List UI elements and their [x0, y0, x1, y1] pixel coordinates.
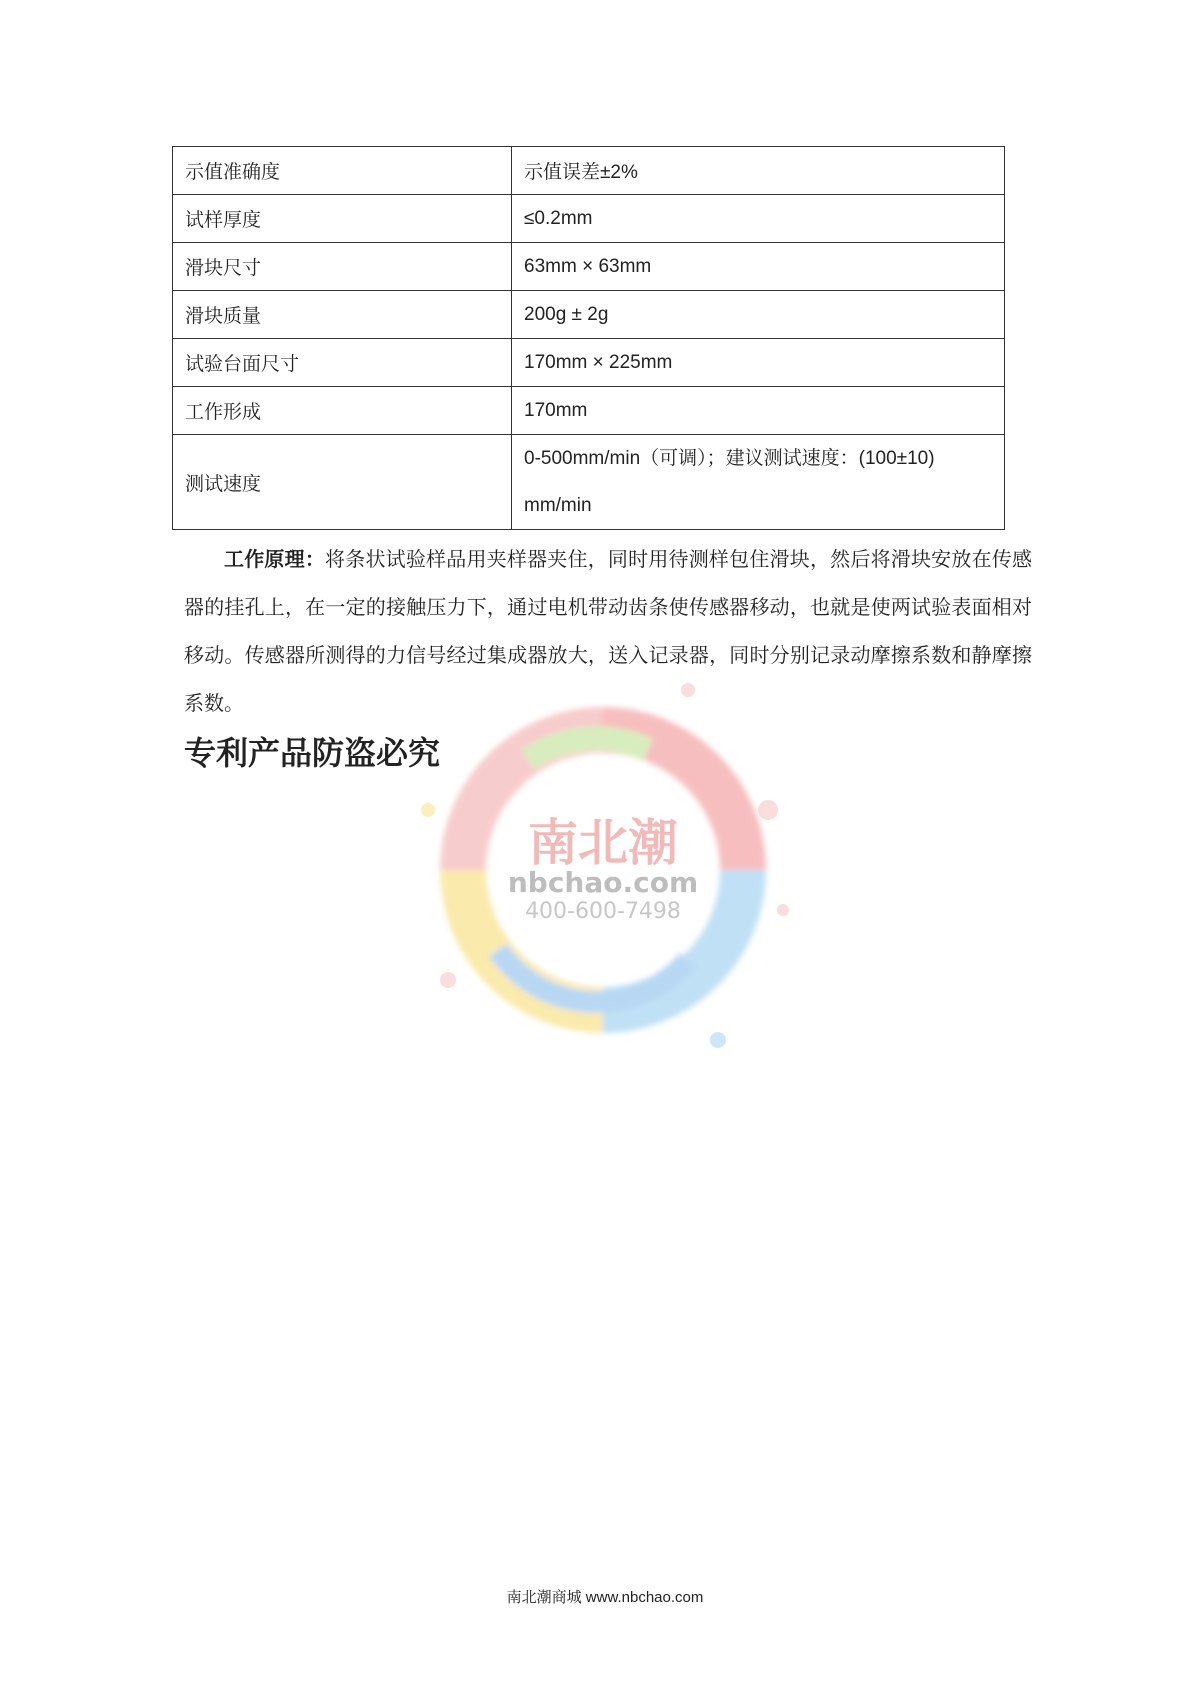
spec-value: 示值误差±2% — [512, 147, 1005, 195]
spec-value: 200g ± 2g — [512, 291, 1005, 339]
spec-table — [172, 146, 1005, 530]
watermark-site: nbchao.com — [507, 866, 699, 899]
principle-label: 工作原理： — [224, 547, 326, 571]
spec-value: 63mm × 63mm — [512, 243, 1005, 291]
spec-value: 170mm — [512, 387, 1005, 435]
spec-label: 工作形成 — [173, 387, 512, 435]
spec-value: ≤0.2mm — [512, 195, 1005, 243]
table-row — [173, 291, 1005, 339]
spec-label: 滑块尺寸 — [173, 243, 512, 291]
table-row — [173, 339, 1005, 387]
watermark-brand: 南北潮 — [528, 813, 678, 872]
principle-paragraph — [184, 535, 1032, 727]
spec-label: 试样厚度 — [173, 195, 512, 243]
watermark-phone: 400-600-7498 — [525, 899, 681, 924]
table-row — [173, 195, 1005, 243]
spec-label: 测试速度 — [173, 435, 512, 530]
page-footer: 南北潮商城 www.nbchao.com — [506, 1589, 704, 1606]
spec-label: 试验台面尺寸 — [173, 339, 512, 387]
table-row — [173, 243, 1005, 291]
spec-value: 0-500mm/min（可调）；建议测试速度：(100±10) mm/min — [512, 435, 1005, 530]
spec-label: 滑块质量 — [173, 291, 512, 339]
section-heading: 专利产品防盗必究 — [184, 734, 441, 772]
spec-label: 示值准确度 — [173, 147, 512, 195]
table-row — [173, 147, 1005, 195]
principle-text: 将条状试验样品用夹样器夹住，同时用待测样包住滑块，然后将滑块安放在传感器的挂孔上，在一定的接触压力下，通过电机带动齿条使传感器移动，也就是使两试验表面相对移动。传感器所测得的力信号经过集成器放大，送入记录器，同时分别记录动摩擦系数和静摩擦系数。 — [184, 547, 1033, 715]
table-row — [173, 435, 1005, 530]
spec-value: 170mm × 225mm — [512, 339, 1005, 387]
table-row — [173, 387, 1005, 435]
